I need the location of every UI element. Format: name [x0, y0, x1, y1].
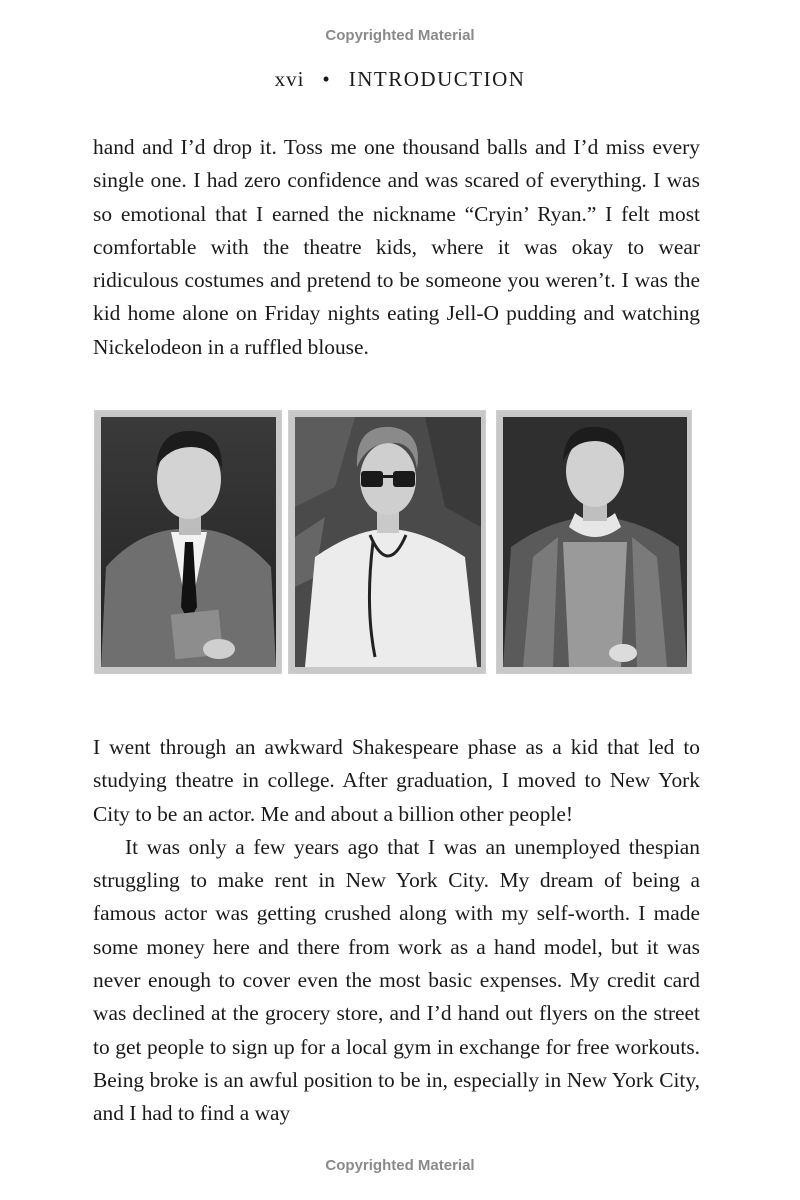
- paragraph: I went through an awkward Shakespeare phase as a kid that led to studying theatre in college. After graduation, I moved to New York City to be an actor. Me and about a billion other people!: [93, 735, 700, 826]
- header-separator: •: [322, 67, 331, 91]
- portrait-suit-photo: [94, 410, 282, 674]
- photo-strip: [94, 410, 694, 676]
- copyright-watermark-bottom: Copyrighted Material: [325, 1157, 475, 1174]
- page-number: xvi: [274, 67, 305, 91]
- paragraph: hand and I’d drop it. Toss me one thousand balls and I’d miss every single one. I had zero confidence and was scared of everything. I was so emotional that I earned the nickname “Cryin’ Ryan.” I felt most comfortable with the theatre kids, where it was okay to wear ridiculous costumes and pretend to be someone you weren’t. I was the kid home alone on Friday nights eating Jell-O pudding and watching Nickelodeon in a ruffled blouse.: [93, 135, 700, 359]
- body-text-top: [93, 131, 700, 364]
- copyright-watermark-top: Copyrighted Material: [325, 27, 475, 44]
- paragraph: It was only a few years ago that I was an unemployed thespian struggling to make rent in New York City. My dream of being a famous actor was getting crushed along with my self-worth. I made some money here and there from work as a hand model, but it was never enough to cover even the most basic expenses. My credit card was declined at the grocery store, and I’d hand out flyers on the street to get people to sign up for a local gym in exchange for free workouts. Being broke is an awful position to be in, especially in New York City, and I had to find a way: [93, 834, 700, 1126]
- portrait-shakespeare-costume-photo: [496, 410, 692, 674]
- running-head: [0, 67, 800, 92]
- body-text-bottom: [93, 731, 700, 1131]
- section-title: INTRODUCTION: [348, 67, 526, 91]
- portrait-costume-glasses-photo: [288, 410, 486, 674]
